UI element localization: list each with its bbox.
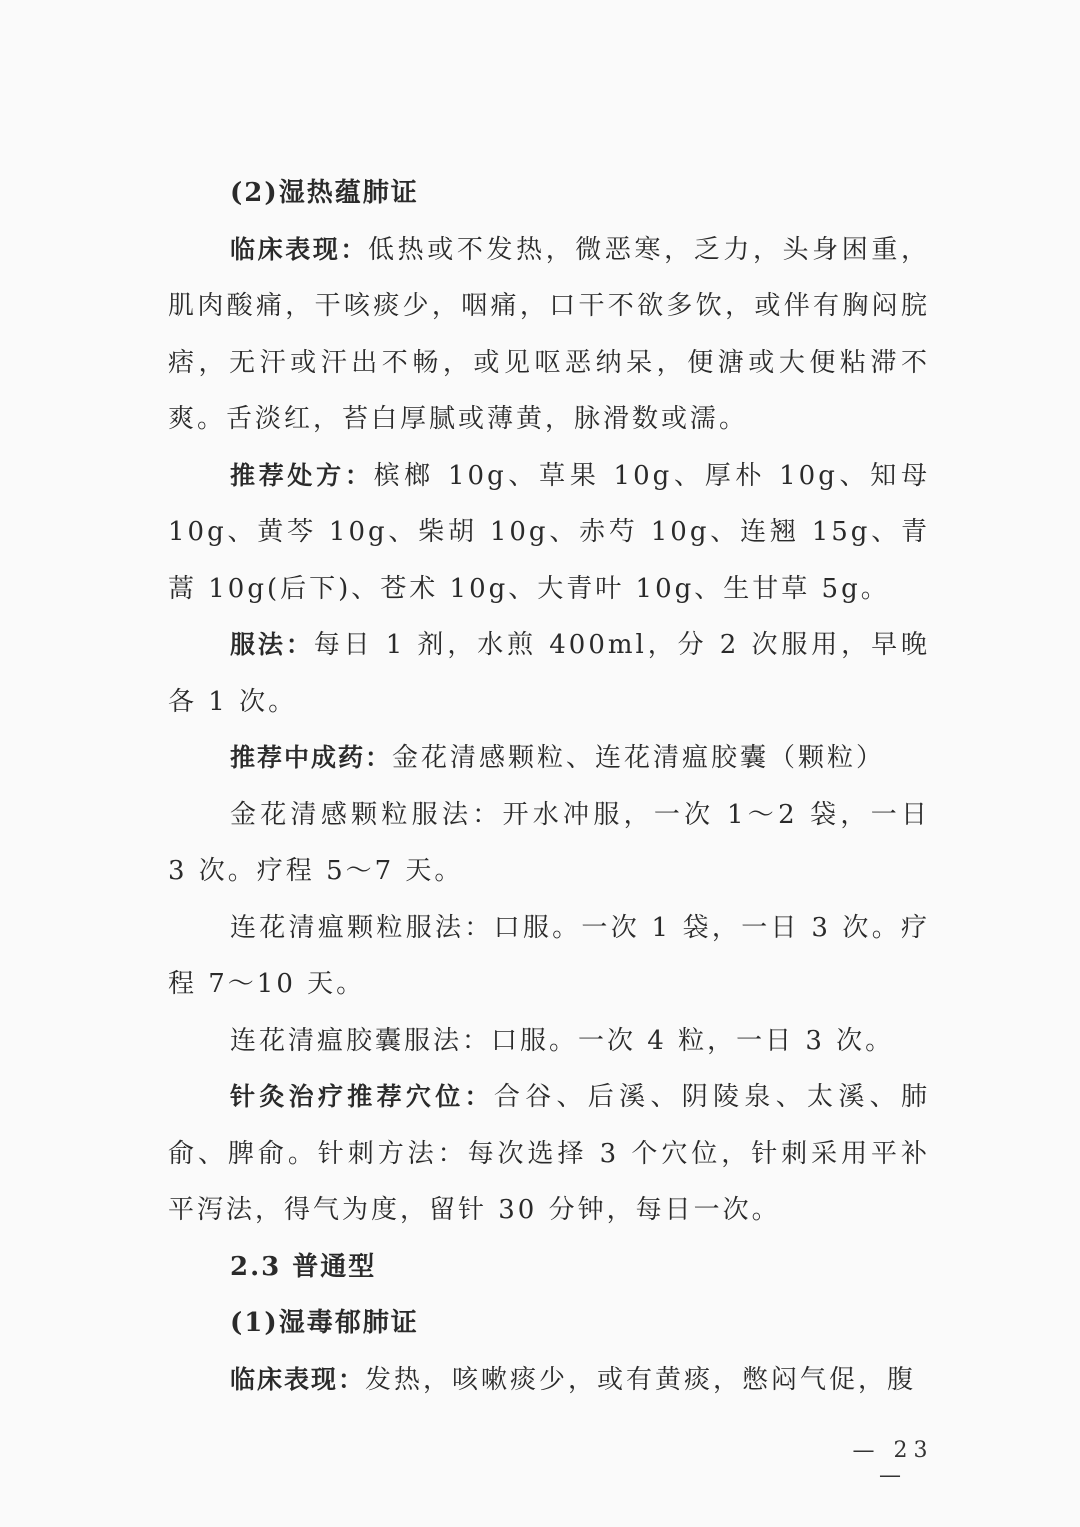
section-heading: (2)湿热蕴肺证 — [230, 178, 419, 208]
paragraph-label: 推荐处方： — [230, 460, 374, 490]
paragraph-clinical-manifestation — [168, 1352, 930, 1409]
paragraph-lianhua-capsule-usage: 连花清瘟胶囊服法：口服。一次 4 粒，一日 3 次。 — [230, 1025, 895, 1056]
paragraph-text: 合谷、后溪、阴陵泉、太溪、肺俞、脾俞。针刺方法：每次选择 3 个穴位，针刺采用平补平泻法，得气为度，留针 30 分钟，每日一次。 — [168, 1082, 930, 1225]
paragraph-patent-medicine — [168, 730, 930, 787]
section-heading: (1)湿毒郁肺证 — [230, 1308, 419, 1338]
paragraph-usage — [168, 617, 930, 730]
paragraph-text: 槟榔 10g、草果 10g、厚朴 10g、知母 10g、黄芩 10g、柴胡 10g、赤芍 10g、连翘 15g、青蒿 10g(后下)、苍术 10g、大青叶 10g、生甘草 5g。 — [168, 460, 930, 604]
page-body — [168, 165, 930, 1408]
paragraph-label: 推荐中成药： — [230, 743, 393, 772]
paragraph-clinical-manifestation — [168, 222, 930, 448]
section-heading: 2.3 普通型 — [230, 1251, 377, 1282]
paragraph-recommended-prescription — [168, 448, 930, 618]
paragraph-text: 每日 1 剂，水煎 400ml，分 2 次服用，早晚各 1 次。 — [168, 630, 930, 717]
paragraph-label: 临床表现： — [230, 1364, 366, 1394]
paragraph-jinhua-usage: 金花清感颗粒服法：开水冲服，一次 1～2 袋，一日 3 次。疗程 5～7 天。 — [168, 799, 930, 886]
paragraph-lianhua-granule-usage: 连花清瘟颗粒服法：口服。一次 1 袋，一日 3 次。疗程 7～10 天。 — [168, 912, 930, 999]
paragraph-text: 发热，咳嗽痰少，或有黄痰，憋闷气促，腹 — [365, 1364, 917, 1395]
paragraph-acupuncture — [168, 1069, 930, 1239]
page-number: — 23 — — [852, 1438, 934, 1488]
paragraph-label: 针灸治疗推荐穴位： — [230, 1082, 494, 1111]
paragraph-label: 服法： — [230, 630, 314, 659]
paragraph-text: 金花清感颗粒、连花清瘟胶囊（颗粒） — [392, 743, 886, 773]
paragraph-text: 低热或不发热，微恶寒，乏力，头身困重，肌肉酸痛，干咳痰少，咽痛，口干不欲多饮，或伴有胸闷脘痞，无汗或汗出不畅，或见呕恶纳呆，便溏或大便粘滞不爽。舌淡红，苔白厚腻或薄黄，脉滑数或濡。 — [168, 234, 930, 434]
paragraph-label: 临床表现： — [230, 234, 369, 264]
